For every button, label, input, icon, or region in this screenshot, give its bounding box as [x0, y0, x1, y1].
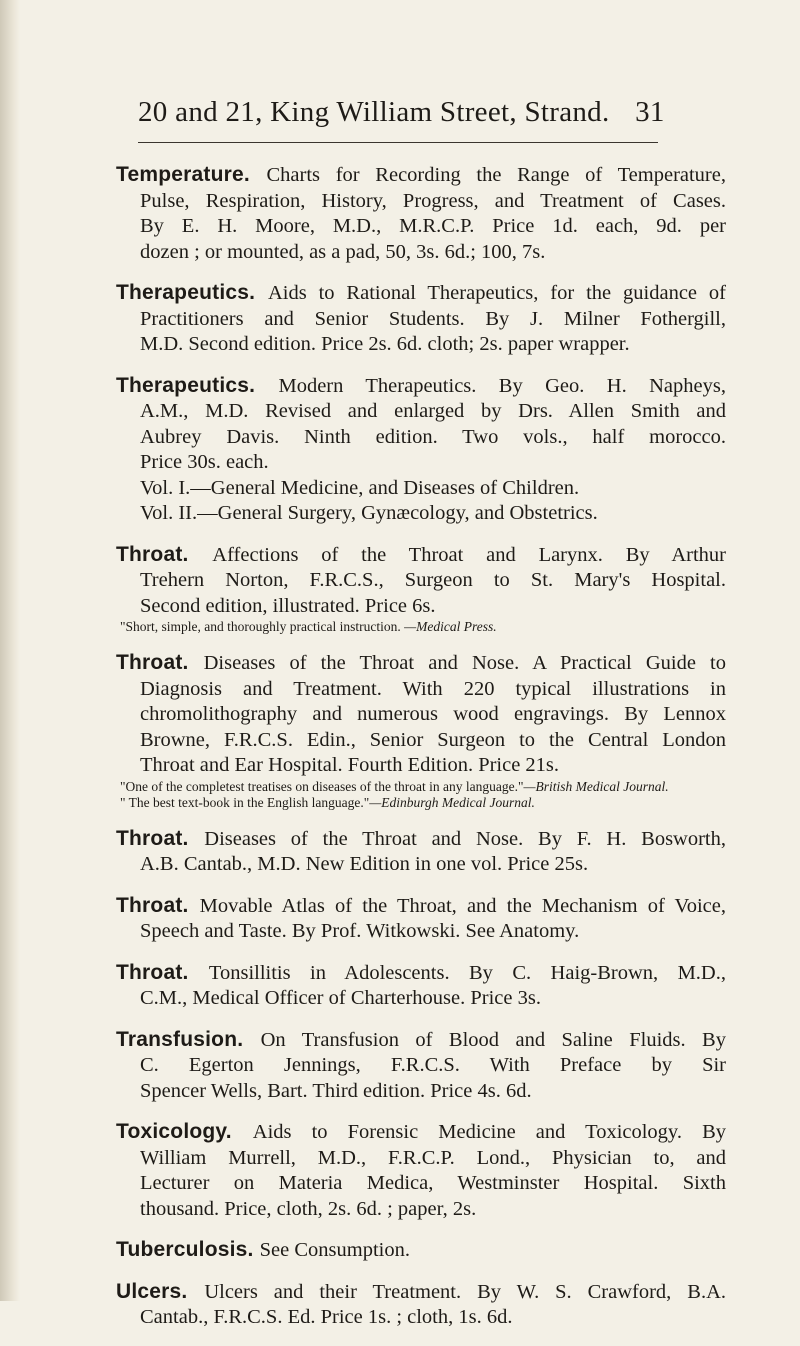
entry-temperature — [116, 162, 726, 265]
entry-line: chromolithography and numerous wood engravings. By Lennox — [140, 703, 726, 725]
entry-line: Tuberculosis. See Consumption. — [116, 1238, 410, 1261]
entry-line: Price 30s. each. — [140, 451, 269, 473]
entry-throat-atlas — [116, 893, 726, 945]
review-quote: " The best text-book in the English language."—Edinburgh Medical Journal. — [120, 794, 535, 810]
entry-line: C. Egerton Jennings, F.R.C.S. With Preface by Sir — [140, 1054, 726, 1076]
entry-toxicology — [116, 1119, 726, 1222]
entry-heading: Temperature. — [116, 163, 250, 186]
entry-therapeutics-aids — [116, 280, 726, 358]
entry-line: dozen ; or mounted, as a pad, 50, 3s. 6d.; 100, 7s. — [140, 240, 546, 263]
entry-tuberculosis — [116, 1237, 726, 1264]
entry-line: Throat. Diseases of the Throat and Nose. A Practical Guide to — [116, 651, 726, 674]
entry-line: Throat and Ear Hospital. Fourth Edition. Price 21s. — [140, 754, 560, 776]
entry-line: Throat. Movable Atlas of the Throat, and the Mechanism of Voice, — [116, 893, 726, 917]
entry-line: Diagnosis and Treatment. With 220 typical illustrations in — [140, 677, 726, 700]
page-binding-shadow — [0, 0, 20, 1301]
review-quote: "One of the completest treatises on diseases of the throat in any language."—British Medical Journal. — [120, 778, 669, 794]
entry-line: By E. H. Moore, M.D., M.R.C.P. Price 1d. each, 9d. per — [140, 215, 726, 237]
entry-line: Spencer Wells, Bart. Third edition. Price 4s. 6d. — [140, 1079, 532, 1102]
entry-line: C.M., Medical Officer of Charterhouse. Price 3s. — [140, 987, 541, 1009]
header-rule — [138, 142, 658, 143]
entry-ulcers — [116, 1279, 726, 1331]
entry-heading: Throat. — [116, 826, 189, 850]
entry-line: Lecturer on Materia Medica, Westminster Hospital. Sixth — [140, 1172, 726, 1194]
entry-throat-diseases-browne — [116, 650, 726, 811]
entry-line: Toxicology. Aids to Forensic Medicine and Toxicology. By — [116, 1120, 726, 1143]
entry-line: Pulse, Respiration, History, Progress, and Treatment of Cases. — [140, 189, 726, 212]
entry-heading: Throat. — [116, 651, 189, 674]
entry-throat-bosworth — [116, 826, 726, 878]
entry-line: thousand. Price, cloth, 2s. 6d. ; paper, 2s. — [140, 1197, 477, 1220]
entry-line: Aubrey Davis. Ninth edition. Two vols., half morocco. — [140, 425, 726, 448]
entry-line: Trehern Norton, F.R.C.S., Surgeon to St. Mary's Hospital. — [140, 569, 726, 591]
page-number: 31 — [635, 96, 665, 128]
entry-line: A.M., M.D. Revised and enlarged by Drs. Allen Smith and — [140, 400, 726, 422]
entry-line: Therapeutics. Aids to Rational Therapeutics, for the guidance of — [116, 281, 726, 304]
entry-line: Throat. Tonsillitis in Adolescents. By C. Haig-Brown, M.D., — [116, 960, 726, 984]
header-title: 20 and 21, King William Street, Strand. — [138, 96, 610, 128]
entry-line: Throat. Diseases of the Throat and Nose. By F. H. Bosworth, — [116, 826, 726, 850]
entry-heading: Throat. — [116, 960, 189, 984]
entry-line: A.B. Cantab., M.D. New Edition in one vol. Price 25s. — [140, 853, 589, 875]
entry-therapeutics-modern — [116, 373, 726, 527]
entry-line: William Murrell, M.D., F.R.C.P. Lond., Physician to, and — [140, 1146, 726, 1169]
entry-heading: Throat. — [116, 893, 189, 917]
entry-heading: Throat. — [116, 542, 189, 566]
entry-line: Cantab., F.R.C.S. Ed. Price 1s. ; cloth, 1s. 6d. — [140, 1306, 513, 1328]
catalogue-listing — [116, 162, 726, 1346]
volume-line: Vol. II.—General Surgery, Gynæcology, and Obstetrics. — [140, 502, 598, 524]
entry-heading: Toxicology. — [116, 1120, 232, 1143]
entry-heading: Transfusion. — [116, 1027, 244, 1051]
entry-line: Speech and Taste. By Prof. Witkowski. See Anatomy. — [140, 920, 580, 942]
volume-line: Vol. I.—General Medicine, and Diseases of Children. — [140, 476, 580, 499]
entry-line: Temperature. Charts for Recording the Range of Temperature, — [116, 163, 726, 186]
entry-line: Browne, F.R.C.S. Edin., Senior Surgeon to the Central London — [140, 728, 726, 751]
review-quote: "Short, simple, and thoroughly practical instruction. —Medical Press. — [120, 619, 497, 634]
entry-transfusion — [116, 1027, 726, 1105]
entry-line: Practitioners and Senior Students. By J. Milner Fothergill, — [140, 307, 726, 330]
entry-line: Transfusion. On Transfusion of Blood and Saline Fluids. By — [116, 1027, 726, 1051]
entry-throat-tonsillitis — [116, 960, 726, 1012]
entry-line: Throat. Affections of the Throat and Larynx. By Arthur — [116, 542, 726, 566]
running-header — [138, 96, 665, 129]
entry-heading: Ulcers. — [116, 1279, 188, 1303]
entry-line: M.D. Second edition. Price 2s. 6d. cloth; 2s. paper wrapper. — [140, 333, 630, 355]
entry-line: Ulcers. Ulcers and their Treatment. By W. S. Crawford, B.A. — [116, 1279, 726, 1303]
entry-line: Therapeutics. Modern Therapeutics. By Geo. H. Napheys, — [116, 373, 726, 397]
entry-heading: Tuberculosis. — [116, 1238, 254, 1261]
entry-line: Second edition, illustrated. Price 6s. — [140, 594, 436, 617]
entry-heading: Therapeutics. — [116, 373, 256, 397]
entry-heading: Therapeutics. — [116, 281, 256, 304]
entry-throat-affections — [116, 542, 726, 636]
